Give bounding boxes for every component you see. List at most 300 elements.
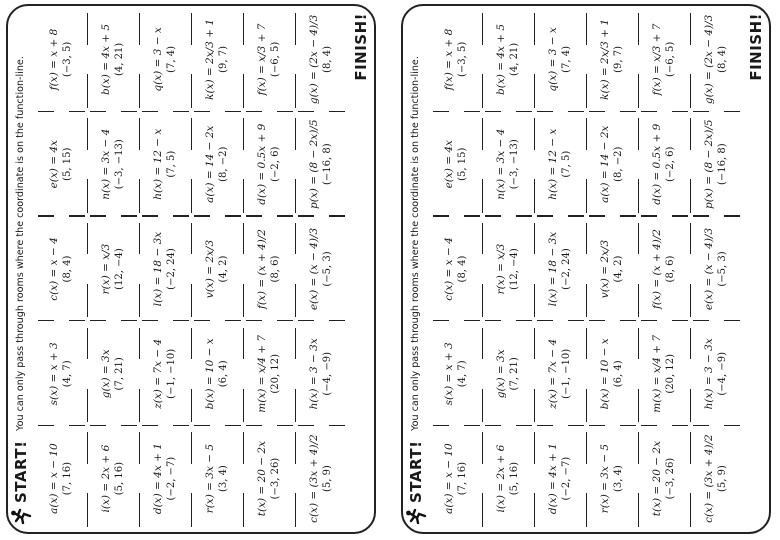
maze-wall xyxy=(191,74,192,108)
maze-wall xyxy=(724,425,740,426)
maze-room xyxy=(295,217,347,322)
maze-sheet-right xyxy=(401,4,771,534)
maze-wall xyxy=(620,425,636,426)
maze-room xyxy=(139,321,191,426)
maze-wall xyxy=(121,425,137,426)
room-function: g(x) = 3x xyxy=(100,349,112,399)
maze-wall xyxy=(69,111,85,112)
maze-room xyxy=(482,112,534,217)
room-function: t(x) = 20 − 2x xyxy=(651,440,663,517)
maze-wall xyxy=(69,215,85,216)
maze-room xyxy=(191,321,243,426)
maze-wall xyxy=(693,215,709,216)
maze-room xyxy=(690,112,742,217)
maze-wall xyxy=(329,425,345,426)
room-coordinate: (−6, 5) xyxy=(270,41,281,78)
maze-wall xyxy=(537,111,553,112)
room-function: h(x) = 12 − x xyxy=(152,128,164,200)
maze-wall xyxy=(638,179,639,213)
maze-wall xyxy=(173,111,189,112)
room-coordinate: (−2, 6) xyxy=(665,146,676,182)
maze-room xyxy=(534,426,586,531)
maze-wall xyxy=(534,179,535,213)
maze-wall xyxy=(139,74,140,108)
maze-room xyxy=(35,112,87,217)
room-coordinate: (7, 16) xyxy=(62,461,73,496)
maze-wall xyxy=(641,111,657,112)
room-coordinate: (−5, 3) xyxy=(322,251,333,287)
maze-wall xyxy=(87,13,88,44)
maze-room xyxy=(430,321,482,426)
maze-room xyxy=(430,7,482,112)
maze-wall xyxy=(641,215,657,216)
maze-wall xyxy=(243,74,244,108)
maze-wall xyxy=(90,320,106,321)
room-function: k(x) = 2x/3 + 1 xyxy=(204,18,216,100)
room-coordinate: (−3, −13) xyxy=(114,139,125,190)
room-coordinate: (−3, 5) xyxy=(457,41,468,78)
maze-grid xyxy=(35,7,347,531)
room-coordinate: (7, 4) xyxy=(166,45,177,73)
room-coordinate: (5, 15) xyxy=(457,147,468,181)
room-function: f(x) = x + 8 xyxy=(443,28,455,91)
maze-wall xyxy=(87,74,88,108)
room-coordinate: (8, 4) xyxy=(457,255,468,283)
instruction-text: You can only pass through rooms where the coordinate is on the function-line. xyxy=(15,56,26,431)
maze-wall xyxy=(693,320,709,321)
maze-sheet-left xyxy=(6,4,376,534)
maze-wall xyxy=(433,320,449,321)
room-function: b(x) = 4x + 5 xyxy=(100,23,112,95)
maze-wall xyxy=(433,215,449,216)
maze-room xyxy=(295,112,347,217)
room-function: i(x) = 2x + 6 xyxy=(100,444,112,513)
room-function: r(x) = x/3 xyxy=(100,243,112,295)
room-coordinate: (8, 6) xyxy=(270,255,281,283)
maze-wall xyxy=(87,223,88,254)
maze-wall xyxy=(586,118,587,149)
maze-wall xyxy=(295,433,296,464)
room-function: d(x) = 4x + 1 xyxy=(547,443,559,515)
room-coordinate: (4, 2) xyxy=(218,255,229,283)
maze-wall xyxy=(464,425,480,426)
room-coordinate: (8, 6) xyxy=(665,255,676,283)
maze-wall xyxy=(690,74,691,108)
maze-room xyxy=(87,112,139,217)
room-function: v(x) = 2x/3 xyxy=(204,239,216,299)
room-function: f(x) = x/3 + 7 xyxy=(256,23,268,96)
maze-wall xyxy=(243,433,244,464)
room-coordinate: (7, 16) xyxy=(457,461,468,496)
maze-wall xyxy=(534,328,535,359)
maze-wall xyxy=(139,179,140,213)
room-function: k(x) = 2x/3 + 1 xyxy=(599,18,611,100)
maze-wall xyxy=(191,493,192,527)
maze-wall xyxy=(482,493,483,527)
room-coordinate: (7, 4) xyxy=(561,45,572,73)
room-coordinate: (4, 2) xyxy=(613,255,624,283)
maze-wall xyxy=(638,389,639,423)
room-function: f(x) = x + 8 xyxy=(48,28,60,91)
maze-wall xyxy=(641,320,657,321)
maze-wall xyxy=(690,223,691,254)
room-function: g(x) = 3x xyxy=(495,349,507,399)
maze-wall xyxy=(298,111,314,112)
maze-wall xyxy=(568,425,584,426)
maze-wall xyxy=(690,493,691,527)
room-function: g(x) = (2x − 4)/3 xyxy=(703,14,715,105)
maze-wall xyxy=(69,425,85,426)
maze-wall xyxy=(534,493,535,527)
room-function: i(x) = 2x + 6 xyxy=(495,444,507,513)
room-function: r(x) = 3x − 5 xyxy=(204,443,216,514)
room-function: l(x) = 18 − 3x xyxy=(547,231,559,307)
maze-room xyxy=(638,321,690,426)
room-function: r(x) = x/3 xyxy=(495,243,507,295)
room-coordinate: (9, 7) xyxy=(613,45,624,73)
maze-wall xyxy=(586,433,587,464)
maze-room xyxy=(87,7,139,112)
maze-wall xyxy=(516,215,532,216)
room-coordinate: (5, 9) xyxy=(322,465,333,493)
maze-room xyxy=(534,112,586,217)
maze-wall xyxy=(277,320,293,321)
room-coordinate: (4, 7) xyxy=(62,360,73,388)
maze-room xyxy=(35,217,87,322)
room-coordinate: (6, 4) xyxy=(218,360,229,388)
maze-wall xyxy=(121,320,137,321)
maze-wall xyxy=(482,389,483,423)
maze-wall xyxy=(724,111,740,112)
maze-room xyxy=(35,426,87,531)
room-function: a(x) = 14 − 2x xyxy=(599,125,611,203)
room-function: n(x) = 3x − 4 xyxy=(100,128,112,200)
maze-wall xyxy=(534,74,535,108)
instruction-text: You can only pass through rooms where the coordinate is on the function-line. xyxy=(410,56,421,431)
maze-room xyxy=(534,217,586,322)
maze-room xyxy=(482,7,534,112)
room-function: h(x) = 3 − 3x xyxy=(703,338,715,410)
maze-wall xyxy=(243,284,244,318)
maze-wall xyxy=(191,13,192,44)
maze-wall xyxy=(690,179,691,213)
maze-room xyxy=(638,112,690,217)
maze-wall xyxy=(586,179,587,213)
room-function: f(x) = (x + 4)/2 xyxy=(651,229,663,309)
maze-room xyxy=(586,321,638,426)
maze-wall xyxy=(194,111,210,112)
room-coordinate: (−2, 24) xyxy=(166,248,177,290)
maze-wall xyxy=(516,320,532,321)
room-coordinate: (−2, 24) xyxy=(561,248,572,290)
maze-wall xyxy=(638,118,639,149)
maze-wall xyxy=(482,13,483,44)
maze-wall xyxy=(672,215,688,216)
maze-room xyxy=(139,7,191,112)
maze-wall xyxy=(482,74,483,108)
maze-wall xyxy=(534,433,535,464)
maze-wall xyxy=(638,13,639,44)
maze-wall xyxy=(690,13,691,44)
room-function: s(x) = x + 3 xyxy=(48,342,60,406)
maze-wall xyxy=(69,320,85,321)
maze-wall xyxy=(534,118,535,149)
room-coordinate: (5, 15) xyxy=(62,147,73,181)
maze-room xyxy=(139,217,191,322)
room-coordinate: (7, 21) xyxy=(509,357,520,391)
maze-wall xyxy=(87,433,88,464)
maze-wall xyxy=(90,425,106,426)
maze-wall xyxy=(295,74,296,108)
room-coordinate: (7, 5) xyxy=(561,150,572,178)
maze-wall xyxy=(142,111,158,112)
maze-wall xyxy=(246,320,262,321)
room-function: z(x) = 7x − 4 xyxy=(152,338,164,409)
maze-wall xyxy=(485,215,501,216)
maze-wall xyxy=(191,328,192,359)
maze-room xyxy=(430,112,482,217)
maze-room xyxy=(482,321,534,426)
room-coordinate: (20, 12) xyxy=(665,354,676,394)
maze-wall xyxy=(277,425,293,426)
maze-wall xyxy=(620,320,636,321)
maze-wall xyxy=(191,118,192,149)
maze-room xyxy=(690,7,742,112)
maze-wall xyxy=(87,328,88,359)
maze-wall xyxy=(277,111,293,112)
room-coordinate: (4, 7) xyxy=(457,360,468,388)
maze-wall xyxy=(87,179,88,213)
start-label: START! xyxy=(407,440,425,503)
room-function: g(x) = (2x − 4)/3 xyxy=(308,14,320,105)
maze-room xyxy=(586,426,638,531)
maze-wall xyxy=(485,425,501,426)
maze-wall xyxy=(433,425,449,426)
maze-wall xyxy=(139,493,140,527)
maze-wall xyxy=(464,320,480,321)
room-coordinate: (6, 4) xyxy=(613,360,624,388)
room-function: e(x) = (x − 4)/3 xyxy=(308,227,320,311)
room-coordinate: (8, 4) xyxy=(62,255,73,283)
room-function: h(x) = 3 − 3x xyxy=(308,338,320,410)
maze-wall xyxy=(638,493,639,527)
room-coordinate: (20, 12) xyxy=(270,354,281,394)
maze-wall xyxy=(516,425,532,426)
room-coordinate: (4, 21) xyxy=(114,42,125,77)
maze-wall xyxy=(690,284,691,318)
maze-wall xyxy=(534,284,535,318)
room-coordinate: (9, 7) xyxy=(218,45,229,73)
maze-room xyxy=(482,217,534,322)
maze-room xyxy=(35,7,87,112)
maze-wall xyxy=(586,493,587,527)
runner-icon xyxy=(10,505,32,527)
room-coordinate: (−3, 5) xyxy=(62,41,73,78)
maze-wall xyxy=(482,284,483,318)
maze-wall xyxy=(329,215,345,216)
maze-wall xyxy=(482,223,483,254)
maze-wall xyxy=(191,284,192,318)
room-function: c(x) = (3x + 4)/2 xyxy=(703,434,715,523)
maze-wall xyxy=(243,179,244,213)
maze-wall xyxy=(568,111,584,112)
maze-wall xyxy=(38,320,54,321)
maze-wall xyxy=(87,284,88,318)
room-coordinate: (−6, 5) xyxy=(665,41,676,78)
maze-wall xyxy=(191,433,192,464)
maze-wall xyxy=(139,328,140,359)
room-coordinate: (−5, 3) xyxy=(717,251,728,287)
maze-room xyxy=(243,112,295,217)
maze-wall xyxy=(329,111,345,112)
maze-wall xyxy=(482,118,483,149)
maze-wall xyxy=(638,284,639,318)
room-function: n(x) = 3x − 4 xyxy=(495,128,507,200)
maze-wall xyxy=(194,320,210,321)
maze-wall xyxy=(139,118,140,149)
room-function: f(x) = x/3 + 7 xyxy=(651,23,663,96)
maze-content xyxy=(9,7,373,531)
room-coordinate: (−16, 8) xyxy=(717,143,728,186)
maze-wall xyxy=(173,320,189,321)
maze-room xyxy=(534,321,586,426)
maze-wall xyxy=(225,320,241,321)
maze-wall xyxy=(638,74,639,108)
maze-room xyxy=(87,321,139,426)
maze-room xyxy=(295,7,347,112)
room-function: q(x) = 3 − x xyxy=(152,27,164,92)
maze-wall xyxy=(38,111,54,112)
maze-wall xyxy=(534,223,535,254)
maze-wall xyxy=(690,118,691,149)
maze-wall xyxy=(586,223,587,254)
room-function: p(x) = (8 − 2x)/5 xyxy=(308,119,320,209)
maze-room xyxy=(430,217,482,322)
maze-wall xyxy=(586,74,587,108)
maze-wall xyxy=(693,111,709,112)
start-label: START! xyxy=(12,440,30,503)
maze-room xyxy=(482,426,534,531)
room-function: l(x) = 18 − 3x xyxy=(152,231,164,307)
maze-wall xyxy=(142,425,158,426)
maze-wall xyxy=(537,425,553,426)
room-function: c(x) = (3x + 4)/2 xyxy=(308,434,320,523)
room-function: a(x) = x − 10 xyxy=(48,443,60,514)
maze-wall xyxy=(295,179,296,213)
maze-wall xyxy=(586,284,587,318)
maze-wall xyxy=(516,111,532,112)
room-coordinate: (7, 21) xyxy=(114,357,125,391)
maze-wall xyxy=(534,389,535,423)
maze-wall xyxy=(243,118,244,149)
maze-wall xyxy=(537,215,553,216)
finish-label: FINISH! xyxy=(352,13,370,81)
room-function: m(x) = x/4 + 7 xyxy=(651,334,663,413)
room-coordinate: (−16, 8) xyxy=(322,143,333,186)
room-coordinate: (8, −2) xyxy=(218,146,229,182)
room-function: d(x) = 4x + 1 xyxy=(152,443,164,515)
maze-room xyxy=(35,321,87,426)
room-function: d(x) = 0.5x + 9 xyxy=(256,123,268,205)
room-function: e(x) = 4x xyxy=(48,140,60,189)
maze-room xyxy=(586,7,638,112)
maze-wall xyxy=(191,179,192,213)
maze-wall xyxy=(589,111,605,112)
maze-grid xyxy=(430,7,742,531)
room-function: h(x) = 12 − x xyxy=(547,128,559,200)
maze-room xyxy=(586,217,638,322)
maze-room xyxy=(690,426,742,531)
room-coordinate: (−1, −10) xyxy=(561,348,572,399)
maze-wall xyxy=(586,328,587,359)
maze-wall xyxy=(225,425,241,426)
room-coordinate: (12, −4) xyxy=(114,248,125,290)
maze-wall xyxy=(464,215,480,216)
room-coordinate: (3, 4) xyxy=(613,465,624,493)
room-coordinate: (−3, 26) xyxy=(270,457,281,500)
maze-wall xyxy=(638,328,639,359)
room-coordinate: (5, 9) xyxy=(717,465,728,493)
runner-icon xyxy=(405,505,427,527)
room-coordinate: (3, 4) xyxy=(218,465,229,493)
maze-room xyxy=(243,217,295,322)
maze-wall xyxy=(225,215,241,216)
room-function: a(x) = 14 − 2x xyxy=(204,125,216,203)
maze-wall xyxy=(589,320,605,321)
maze-wall xyxy=(194,425,210,426)
maze-wall xyxy=(534,13,535,44)
maze-wall xyxy=(246,215,262,216)
maze-wall xyxy=(90,215,106,216)
room-function: q(x) = 3 − x xyxy=(547,27,559,92)
maze-wall xyxy=(537,320,553,321)
maze-wall xyxy=(693,425,709,426)
maze-wall xyxy=(139,433,140,464)
room-function: e(x) = 4x xyxy=(443,140,455,189)
room-coordinate: (−3, 26) xyxy=(665,457,676,500)
finish-label: FINISH! xyxy=(747,13,765,81)
maze-wall xyxy=(243,493,244,527)
maze-wall xyxy=(433,111,449,112)
maze-wall xyxy=(121,215,137,216)
room-function: a(x) = x − 10 xyxy=(443,443,455,514)
maze-wall xyxy=(589,215,605,216)
maze-wall xyxy=(568,320,584,321)
maze-wall xyxy=(482,433,483,464)
maze-wall xyxy=(87,118,88,149)
maze-wall xyxy=(485,111,501,112)
maze-wall xyxy=(485,320,501,321)
maze-wall xyxy=(298,215,314,216)
maze-wall xyxy=(482,328,483,359)
room-coordinate: (5, 16) xyxy=(114,461,125,496)
maze-wall xyxy=(620,215,636,216)
room-coordinate: (5, 16) xyxy=(509,461,520,496)
maze-wall xyxy=(672,111,688,112)
maze-wall xyxy=(139,284,140,318)
maze-wall xyxy=(298,320,314,321)
maze-room xyxy=(243,426,295,531)
maze-room xyxy=(534,7,586,112)
maze-wall xyxy=(589,425,605,426)
maze-wall xyxy=(243,328,244,359)
room-function: p(x) = (8 − 2x)/5 xyxy=(703,119,715,209)
maze-wall xyxy=(672,320,688,321)
room-coordinate: (−1, −10) xyxy=(166,348,177,399)
room-coordinate: (7, 5) xyxy=(166,150,177,178)
room-function: t(x) = 20 − 2x xyxy=(256,440,268,517)
maze-room xyxy=(295,426,347,531)
